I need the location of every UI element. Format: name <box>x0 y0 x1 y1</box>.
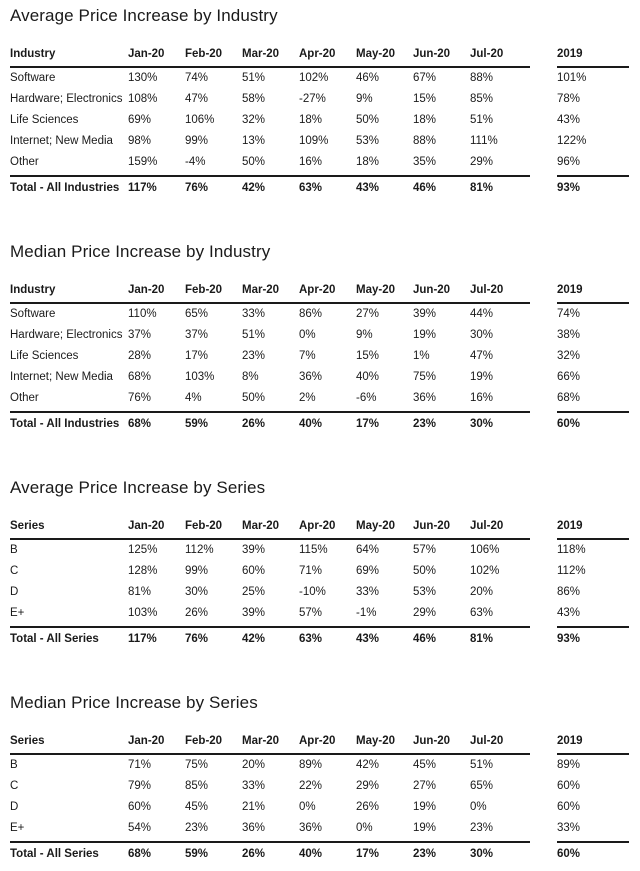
table-row <box>10 152 629 176</box>
total-row <box>10 842 629 861</box>
cell-year-value: 43% <box>557 114 581 126</box>
column-gap <box>530 561 557 582</box>
cell-value: 115% <box>299 544 328 556</box>
table-row <box>10 67 629 89</box>
total-value: 81% <box>470 176 530 195</box>
cell-value: 30% <box>470 329 494 341</box>
column-header-month: Jan-20 <box>128 520 185 539</box>
cell-year-value: 43% <box>557 607 581 619</box>
cell-value: 26% <box>356 801 380 813</box>
total-value: 17% <box>356 842 413 861</box>
cell-value: 2% <box>299 392 316 404</box>
column-header-year: 2019 <box>557 48 629 67</box>
table-row <box>10 754 629 776</box>
cell-value: 75% <box>185 759 209 771</box>
total-row <box>10 176 629 195</box>
cell-year-value: 60% <box>557 780 581 792</box>
total-value: 117% <box>128 627 185 646</box>
cell-value: 57% <box>413 544 437 556</box>
row-label: Hardware; Electronics <box>10 329 123 341</box>
cell-value: 13% <box>242 135 266 147</box>
total-label: Total - All Industries <box>10 412 128 431</box>
cell-value: 39% <box>242 544 266 556</box>
header-row <box>10 520 629 539</box>
column-gap <box>530 325 557 346</box>
cell-value: 32% <box>242 114 266 126</box>
total-value: 76% <box>185 627 242 646</box>
cell-year-value: 118% <box>557 544 586 556</box>
column-header-month: Mar-20 <box>242 520 299 539</box>
cell-value: 106% <box>185 114 215 126</box>
total-value: 117% <box>128 176 185 195</box>
cell-value: 57% <box>299 607 323 619</box>
cell-year-value: 122% <box>557 135 587 147</box>
cell-year-value: 32% <box>557 350 581 362</box>
cell-value: 53% <box>356 135 380 147</box>
total-value: 63% <box>299 176 356 195</box>
total-value: 42% <box>242 627 299 646</box>
cell-value: 50% <box>242 392 266 404</box>
cell-value: 20% <box>470 586 494 598</box>
row-label: D <box>10 586 19 598</box>
table-section <box>10 478 630 646</box>
row-label: Life Sciences <box>10 114 79 126</box>
cell-value: 65% <box>185 308 209 320</box>
total-year-value: 60% <box>557 842 629 861</box>
cell-value: -6% <box>356 392 377 404</box>
cell-value: -4% <box>185 156 206 168</box>
cell-value: 15% <box>356 350 380 362</box>
table-row <box>10 131 629 152</box>
table-title: Average Price Increase by Industry <box>10 6 278 25</box>
cell-value: 60% <box>128 801 152 813</box>
column-header-year: 2019 <box>557 284 629 303</box>
cell-value: 109% <box>299 135 329 147</box>
cell-value: 36% <box>413 392 437 404</box>
total-value: 46% <box>413 176 470 195</box>
cell-year-value: 112% <box>557 565 586 577</box>
total-label: Total - All Series <box>10 627 128 646</box>
cell-value: 128% <box>128 565 158 577</box>
cell-value: 79% <box>128 780 152 792</box>
column-header-month: Mar-20 <box>242 284 299 303</box>
cell-year-value: 66% <box>557 371 581 383</box>
total-value: 43% <box>356 176 413 195</box>
total-value: 23% <box>413 412 470 431</box>
cell-value: 9% <box>356 93 373 105</box>
cell-value: 42% <box>356 759 380 771</box>
cell-value: 18% <box>413 114 437 126</box>
cell-value: 60% <box>242 565 266 577</box>
cell-value: 47% <box>470 350 494 362</box>
cell-value: 25% <box>242 586 266 598</box>
cell-value: 19% <box>413 801 437 813</box>
cell-value: 0% <box>356 822 373 834</box>
cell-value: -27% <box>299 93 326 105</box>
column-header-month: May-20 <box>356 520 413 539</box>
cell-value: 45% <box>185 801 209 813</box>
cell-value: 23% <box>242 350 266 362</box>
column-gap <box>530 284 557 303</box>
cell-value: 23% <box>470 822 494 834</box>
column-header-month: Feb-20 <box>185 735 242 754</box>
cell-value: 35% <box>413 156 437 168</box>
cell-value: 111% <box>470 135 498 147</box>
total-value: 23% <box>413 842 470 861</box>
table-row <box>10 367 629 388</box>
cell-value: -1% <box>356 607 377 619</box>
cell-value: 23% <box>185 822 209 834</box>
total-label: Total - All Series <box>10 842 128 861</box>
column-header-month: Jan-20 <box>128 735 185 754</box>
cell-value: 110% <box>128 308 157 320</box>
row-label: B <box>10 759 18 771</box>
column-header-month: May-20 <box>356 735 413 754</box>
cell-value: 103% <box>185 371 215 383</box>
column-header-month: Jul-20 <box>470 48 530 67</box>
total-year-value: 93% <box>557 176 629 195</box>
cell-value: 33% <box>356 586 380 598</box>
cell-year-value: 60% <box>557 801 581 813</box>
column-gap <box>530 110 557 131</box>
cell-value: 108% <box>128 93 158 105</box>
header-row <box>10 735 629 754</box>
cell-value: 67% <box>413 72 437 84</box>
column-gap <box>530 131 557 152</box>
cell-value: 19% <box>413 329 437 341</box>
table-title: Median Price Increase by Industry <box>10 242 271 261</box>
cell-value: 102% <box>299 72 329 84</box>
cell-value: 99% <box>185 135 209 147</box>
row-label: Software <box>10 308 56 320</box>
row-label: C <box>10 780 19 792</box>
cell-value: 51% <box>470 759 494 771</box>
cell-value: 21% <box>242 801 266 813</box>
table-row <box>10 325 629 346</box>
cell-year-value: 74% <box>557 308 581 320</box>
column-header-label: Series <box>10 735 128 754</box>
cell-value: 51% <box>470 114 494 126</box>
table-section <box>10 242 630 431</box>
total-year-value: 93% <box>557 627 629 646</box>
column-header-month: Jul-20 <box>470 520 530 539</box>
total-row <box>10 412 629 431</box>
cell-value: 30% <box>185 586 209 598</box>
cell-value: 0% <box>470 801 487 813</box>
total-value: 30% <box>470 842 530 861</box>
cell-value: 63% <box>470 607 494 619</box>
column-gap <box>530 842 557 861</box>
row-label: D <box>10 801 19 813</box>
cell-value: 28% <box>128 350 152 362</box>
cell-value: 68% <box>128 371 152 383</box>
cell-value: 36% <box>299 371 323 383</box>
column-header-label: Industry <box>10 284 128 303</box>
column-header-month: May-20 <box>356 48 413 67</box>
cell-value: 102% <box>470 565 500 577</box>
column-gap <box>530 388 557 412</box>
cell-value: 17% <box>185 350 209 362</box>
cell-value: 20% <box>242 759 266 771</box>
row-label: Internet; New Media <box>10 371 113 383</box>
data-table <box>10 735 629 861</box>
column-gap <box>530 412 557 431</box>
column-gap <box>530 776 557 797</box>
total-value: 43% <box>356 627 413 646</box>
table-row <box>10 603 629 627</box>
column-gap <box>530 797 557 818</box>
cell-value: 0% <box>299 801 316 813</box>
column-header-month: Jan-20 <box>128 48 185 67</box>
cell-year-value: 101% <box>557 72 587 84</box>
table-row <box>10 539 629 561</box>
table-row <box>10 110 629 131</box>
column-gap <box>530 367 557 388</box>
table-row <box>10 582 629 603</box>
column-gap <box>530 818 557 842</box>
row-label: E+ <box>10 822 25 834</box>
total-value: 40% <box>299 842 356 861</box>
column-header-month: Apr-20 <box>299 735 356 754</box>
cell-value: 85% <box>185 780 209 792</box>
cell-year-value: 68% <box>557 392 581 404</box>
total-value: 68% <box>128 412 185 431</box>
cell-value: 65% <box>470 780 494 792</box>
column-header-month: Feb-20 <box>185 284 242 303</box>
total-value: 30% <box>470 412 530 431</box>
row-label: Internet; New Media <box>10 135 113 147</box>
column-header-month: Jun-20 <box>413 48 470 67</box>
cell-value: 159% <box>128 156 158 168</box>
cell-value: 9% <box>356 329 373 341</box>
row-label: Software <box>10 72 56 84</box>
cell-value: 69% <box>356 565 380 577</box>
row-label: Life Sciences <box>10 350 79 362</box>
column-gap <box>530 627 557 646</box>
cell-value: 89% <box>299 759 323 771</box>
column-gap <box>530 152 557 176</box>
cell-value: 71% <box>299 565 323 577</box>
cell-value: 71% <box>128 759 152 771</box>
cell-value: 15% <box>413 93 437 105</box>
report-page <box>10 6 630 861</box>
column-header-month: Feb-20 <box>185 520 242 539</box>
cell-value: 47% <box>185 93 209 105</box>
cell-value: 50% <box>413 565 437 577</box>
column-header-label: Series <box>10 520 128 539</box>
cell-value: 75% <box>413 371 437 383</box>
cell-value: 44% <box>470 308 494 320</box>
column-gap <box>530 48 557 67</box>
cell-value: 39% <box>242 607 266 619</box>
total-value: 17% <box>356 412 413 431</box>
total-year-value: 60% <box>557 412 629 431</box>
cell-value: 4% <box>185 392 202 404</box>
total-label: Total - All Industries <box>10 176 128 195</box>
cell-value: 16% <box>470 392 494 404</box>
table-row <box>10 776 629 797</box>
cell-value: 27% <box>413 780 437 792</box>
total-value: 26% <box>242 412 299 431</box>
row-label: Other <box>10 156 39 168</box>
cell-value: 18% <box>356 156 380 168</box>
cell-value: 33% <box>242 308 266 320</box>
table-row <box>10 561 629 582</box>
column-gap <box>530 735 557 754</box>
column-gap <box>530 346 557 367</box>
header-row <box>10 284 629 303</box>
column-header-year: 2019 <box>557 520 629 539</box>
table-row <box>10 89 629 110</box>
total-value: 42% <box>242 176 299 195</box>
table-title: Average Price Increase by Series <box>10 478 266 497</box>
cell-value: 0% <box>299 329 316 341</box>
column-header-month: Apr-20 <box>299 520 356 539</box>
cell-value: 29% <box>413 607 437 619</box>
column-header-month: Jun-20 <box>413 735 470 754</box>
row-label: E+ <box>10 607 25 619</box>
table-section <box>10 6 630 195</box>
cell-value: 51% <box>242 72 266 84</box>
column-gap <box>530 303 557 325</box>
total-value: 46% <box>413 627 470 646</box>
cell-value: 53% <box>413 586 437 598</box>
cell-value: 50% <box>242 156 266 168</box>
total-value: 76% <box>185 176 242 195</box>
cell-value: 37% <box>128 329 152 341</box>
cell-value: 106% <box>470 544 500 556</box>
cell-value: 85% <box>470 93 494 105</box>
column-header-month: Mar-20 <box>242 735 299 754</box>
cell-value: 19% <box>470 371 494 383</box>
cell-value: 125% <box>128 544 158 556</box>
cell-value: 27% <box>356 308 380 320</box>
column-header-month: Mar-20 <box>242 48 299 67</box>
table-row <box>10 303 629 325</box>
cell-year-value: 78% <box>557 93 581 105</box>
cell-value: 40% <box>356 371 380 383</box>
cell-value: 64% <box>356 544 380 556</box>
cell-value: 88% <box>470 72 494 84</box>
header-row <box>10 48 629 67</box>
cell-value: 19% <box>413 822 437 834</box>
column-header-label: Industry <box>10 48 128 67</box>
column-gap <box>530 89 557 110</box>
column-header-month: Apr-20 <box>299 48 356 67</box>
cell-year-value: 96% <box>557 156 581 168</box>
column-header-month: Feb-20 <box>185 48 242 67</box>
column-header-month: Apr-20 <box>299 284 356 303</box>
table-row <box>10 818 629 842</box>
cell-value: 88% <box>413 135 437 147</box>
cell-value: 39% <box>413 308 437 320</box>
cell-value: 81% <box>128 586 152 598</box>
cell-value: 130% <box>128 72 158 84</box>
cell-value: 33% <box>242 780 266 792</box>
column-header-month: Jun-20 <box>413 284 470 303</box>
cell-value: 112% <box>185 544 214 556</box>
total-value: 59% <box>185 842 242 861</box>
row-label: C <box>10 565 19 577</box>
table-row <box>10 388 629 412</box>
cell-value: -10% <box>299 586 326 598</box>
cell-value: 36% <box>299 822 323 834</box>
cell-value: 69% <box>128 114 152 126</box>
cell-value: 46% <box>356 72 380 84</box>
column-header-month: Jul-20 <box>470 735 530 754</box>
data-table <box>10 520 629 646</box>
column-gap <box>530 67 557 89</box>
cell-value: 22% <box>299 780 323 792</box>
cell-value: 8% <box>242 371 259 383</box>
table-section <box>10 693 630 861</box>
column-header-month: Jul-20 <box>470 284 530 303</box>
table-title: Median Price Increase by Series <box>10 693 258 712</box>
cell-value: 1% <box>413 350 430 362</box>
cell-value: 74% <box>185 72 209 84</box>
table-row <box>10 797 629 818</box>
cell-value: 86% <box>299 308 323 320</box>
cell-value: 29% <box>356 780 380 792</box>
cell-value: 58% <box>242 93 266 105</box>
cell-value: 18% <box>299 114 323 126</box>
cell-year-value: 38% <box>557 329 581 341</box>
total-value: 26% <box>242 842 299 861</box>
cell-value: 37% <box>185 329 209 341</box>
data-table <box>10 48 629 195</box>
column-gap <box>530 582 557 603</box>
cell-value: 99% <box>185 565 209 577</box>
total-value: 68% <box>128 842 185 861</box>
cell-value: 103% <box>128 607 158 619</box>
total-value: 59% <box>185 412 242 431</box>
row-label: Other <box>10 392 39 404</box>
cell-value: 98% <box>128 135 152 147</box>
column-gap <box>530 754 557 776</box>
cell-value: 7% <box>299 350 316 362</box>
total-value: 81% <box>470 627 530 646</box>
cell-value: 50% <box>356 114 380 126</box>
cell-year-value: 33% <box>557 822 581 834</box>
cell-year-value: 86% <box>557 586 581 598</box>
cell-year-value: 89% <box>557 759 581 771</box>
column-header-month: Jun-20 <box>413 520 470 539</box>
row-label: B <box>10 544 18 556</box>
cell-value: 36% <box>242 822 266 834</box>
cell-value: 29% <box>470 156 494 168</box>
column-gap <box>530 176 557 195</box>
cell-value: 16% <box>299 156 323 168</box>
total-row <box>10 627 629 646</box>
cell-value: 54% <box>128 822 152 834</box>
cell-value: 26% <box>185 607 209 619</box>
cell-value: 76% <box>128 392 152 404</box>
data-table <box>10 284 629 431</box>
column-header-month: Jan-20 <box>128 284 185 303</box>
table-row <box>10 346 629 367</box>
cell-value: 45% <box>413 759 437 771</box>
column-gap <box>530 539 557 561</box>
column-gap <box>530 520 557 539</box>
total-value: 63% <box>299 627 356 646</box>
column-header-year: 2019 <box>557 735 629 754</box>
column-header-month: May-20 <box>356 284 413 303</box>
total-value: 40% <box>299 412 356 431</box>
column-gap <box>530 603 557 627</box>
row-label: Hardware; Electronics <box>10 93 123 105</box>
cell-value: 51% <box>242 329 266 341</box>
